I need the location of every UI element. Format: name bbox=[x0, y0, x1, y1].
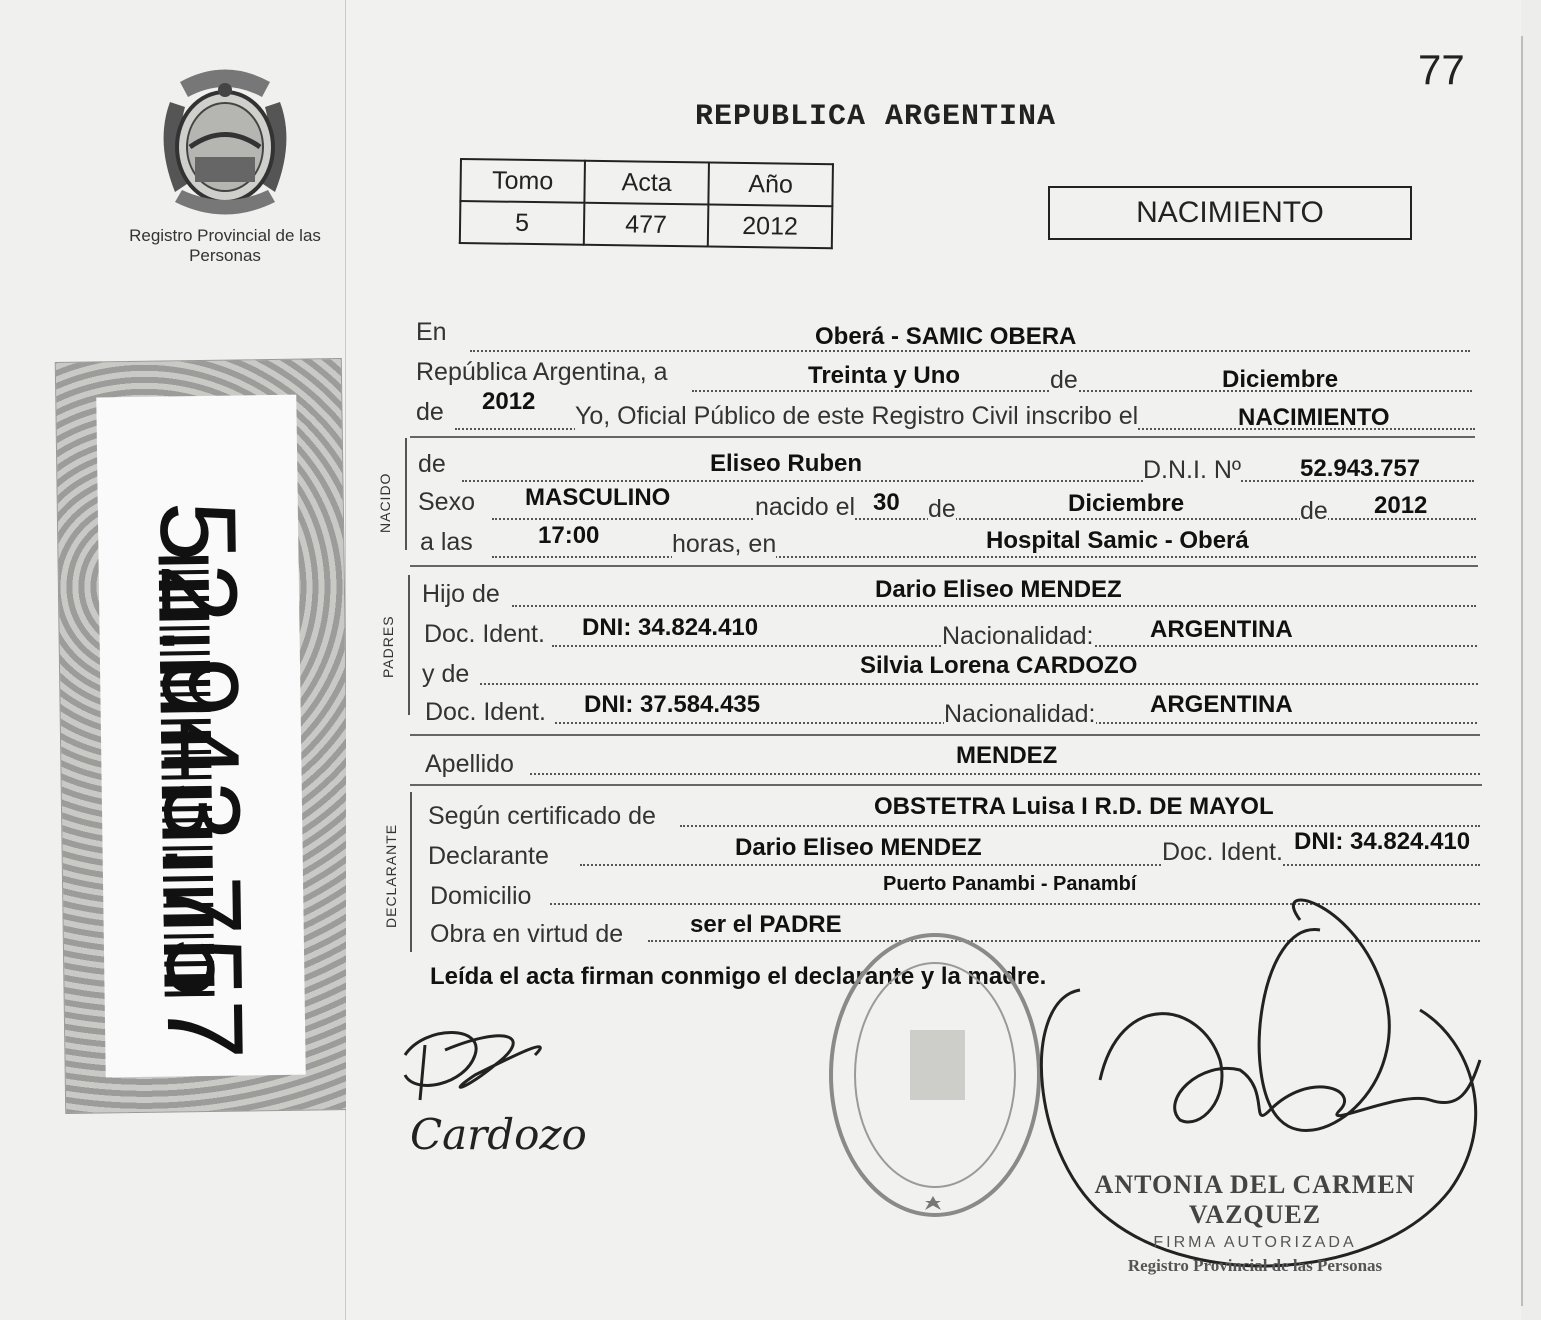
value-mes: Diciembre bbox=[1222, 366, 1339, 393]
page-edge bbox=[1521, 36, 1523, 1306]
value-madre-doc: DNI: 37.584.435 bbox=[584, 691, 761, 718]
section-label-padres: PADRES bbox=[380, 615, 396, 678]
mother-signature-text: Cardozo bbox=[410, 1110, 587, 1159]
header-anio: Año bbox=[708, 162, 833, 206]
label-apellido: Apellido bbox=[425, 750, 514, 778]
value-anio-nac: 2012 bbox=[1374, 492, 1428, 519]
label-domicilio: Domicilio bbox=[430, 882, 532, 910]
value-tomo: 5 bbox=[460, 201, 585, 245]
value-acta: 477 bbox=[584, 203, 709, 247]
dotted-line bbox=[512, 605, 1476, 607]
record-type-box: NACIMIENTO bbox=[1048, 186, 1412, 240]
label-nacionalidad2: Nacionalidad: bbox=[944, 700, 1096, 728]
value-apellido: MENDEZ bbox=[956, 742, 1058, 769]
label-obra: Obra en virtud de bbox=[430, 920, 624, 948]
official-name: ANTONIA DEL CARMEN VAZQUEZ bbox=[1094, 1170, 1416, 1229]
divider bbox=[410, 436, 1475, 438]
value-padre-doc: DNI: 34.824.410 bbox=[582, 614, 759, 641]
label-declarante: Declarante bbox=[428, 842, 549, 870]
section-bracket bbox=[410, 792, 412, 952]
label-doc-ident2: Doc. Ident. bbox=[425, 698, 546, 726]
value-padre-nac: ARGENTINA bbox=[1150, 616, 1293, 643]
label-de3: de bbox=[928, 495, 956, 523]
official-role: FIRMA AUTORIZADA bbox=[1153, 1234, 1357, 1251]
value-madre-nac: ARGENTINA bbox=[1150, 691, 1293, 718]
value-anio: 2012 bbox=[482, 388, 536, 415]
value-padre: Dario Eliseo MENDEZ bbox=[875, 576, 1122, 603]
label-de: de bbox=[1050, 366, 1078, 394]
value-mes-nac: Diciembre bbox=[1068, 490, 1185, 517]
dotted-line bbox=[530, 773, 1480, 775]
document-title: REPUBLICA ARGENTINA bbox=[695, 100, 1057, 134]
label-yo: Yo, Oficial Público de este Registro Civil inscribo el bbox=[575, 402, 1139, 430]
label-de-nombre: de bbox=[418, 450, 446, 478]
record-table bbox=[459, 158, 834, 249]
label-en: En bbox=[416, 318, 447, 346]
value-certificado: OBSTETRA Luisa I R.D. DE MAYOL bbox=[874, 793, 1274, 820]
label-sexo: Sexo bbox=[418, 488, 475, 516]
barcode-number: 52.943.757 bbox=[137, 500, 267, 1063]
value-inscribe: NACIMIENTO bbox=[1238, 404, 1390, 431]
value-lugar-nac: Hospital Samic - Oberá bbox=[986, 527, 1249, 554]
provincial-seal-icon bbox=[150, 62, 300, 222]
value-sexo: MASCULINO bbox=[525, 484, 671, 511]
label-horas-en: horas, en bbox=[672, 530, 777, 558]
divider bbox=[410, 565, 1478, 567]
value-dia-nac: 30 bbox=[873, 489, 900, 516]
label-de2: de bbox=[416, 398, 444, 426]
label-dni: D.N.I. Nº bbox=[1143, 456, 1242, 484]
label-republica: República Argentina, a bbox=[416, 358, 668, 386]
header-acta: Acta bbox=[584, 161, 709, 205]
divider bbox=[410, 784, 1482, 786]
dotted-line bbox=[680, 825, 1480, 827]
value-dia-letras: Treinta y Uno bbox=[808, 362, 961, 389]
label-doc-ident: Doc. Ident. bbox=[424, 620, 545, 648]
value-dni: 52.943.757 bbox=[1300, 455, 1421, 482]
value-hora: 17:00 bbox=[538, 522, 600, 549]
value-nombre: Eliseo Ruben bbox=[710, 450, 863, 477]
registry-name: Registro Provincial de las Personas bbox=[129, 226, 321, 265]
dotted-line bbox=[692, 390, 1472, 392]
dotted-line bbox=[492, 556, 1476, 558]
dotted-line bbox=[492, 518, 1476, 520]
official-signature-block bbox=[1090, 1170, 1420, 1276]
page-number: 77 bbox=[1418, 46, 1465, 93]
value-virtud: ser el PADRE bbox=[690, 911, 842, 938]
closing-statement: Leída el acta firman conmigo el declarante y la madre. bbox=[430, 963, 1047, 990]
left-margin-panel bbox=[0, 0, 347, 1320]
section-label-declarante: DECLARANTE bbox=[383, 823, 399, 928]
value-lugar: Oberá - SAMIC OBERA bbox=[815, 323, 1077, 350]
divider bbox=[410, 734, 1480, 736]
barcode-sticker bbox=[55, 358, 352, 1114]
section-bracket bbox=[405, 438, 407, 550]
label-hijo-de: Hijo de bbox=[422, 580, 500, 608]
value-madre: Silvia Lorena CARDOZO bbox=[860, 652, 1138, 679]
label-y-de: y de bbox=[422, 660, 470, 688]
section-bracket bbox=[408, 575, 410, 715]
value-domicilio: Puerto Panambi - Panambí bbox=[883, 873, 1137, 895]
label-segun: Según certificado de bbox=[428, 802, 656, 830]
official-office: Registro Provincial de las Personas bbox=[1127, 1256, 1383, 1275]
value-anio: 2012 bbox=[708, 204, 833, 248]
value-declarante: Dario Eliseo MENDEZ bbox=[735, 834, 982, 861]
label-de4: de bbox=[1300, 497, 1328, 525]
value-declarante-doc: DNI: 34.824.410 bbox=[1294, 828, 1471, 855]
label-nacido-el: nacido el bbox=[755, 493, 856, 521]
section-label-nacido: NACIDO bbox=[377, 472, 393, 533]
label-a-las: a las bbox=[420, 528, 473, 556]
label-nacionalidad: Nacionalidad: bbox=[942, 622, 1094, 650]
label-doc-ident3: Doc. Ident. bbox=[1162, 838, 1283, 866]
header-tomo: Tomo bbox=[460, 159, 585, 203]
dotted-line bbox=[480, 683, 1478, 685]
